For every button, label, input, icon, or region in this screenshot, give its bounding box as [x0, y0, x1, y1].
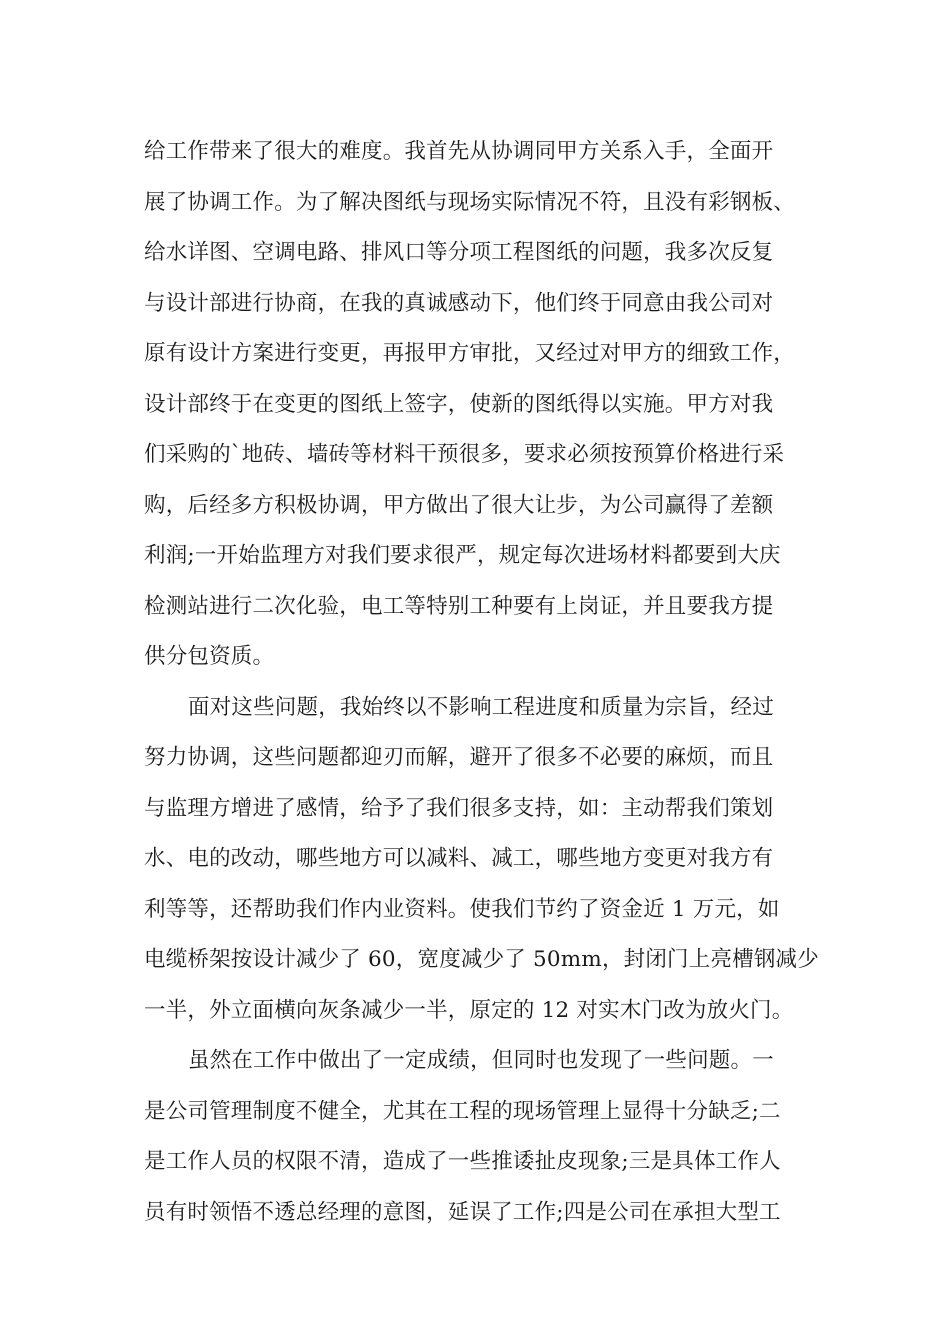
text-line: 检测站进行二次化验，电工等特别工种要有上岗证，并且要我方提 — [144, 593, 774, 619]
paragraph — [144, 127, 806, 683]
text-line: 是工作人员的权限不清，造成了一些推诿扯皮现象;三是具体工作人 — [144, 1149, 781, 1174]
document-body — [144, 127, 819, 1238]
text-line: 利等等，还帮助我们作内业资料。使我们节约了资金近 1 万元，如 — [144, 896, 780, 922]
text-line: 与设计部进行协商，在我的真诚感动下，他们终于同意由我公司对 — [144, 290, 774, 316]
text-line: 员有时领悟不透总经理的意图，延误了工作;四是公司在承担大型工 — [144, 1199, 781, 1225]
text-line: 们采购的`地砖、墙砖等材料干预很多，要求必须按预算价格进行采 — [144, 442, 785, 467]
text-line: 设计部终于在变更的图纸上签字，使新的图纸得以实施。甲方对我 — [144, 391, 774, 417]
text-line: 与监理方增进了感情，给予了我们很多支持，如：主动帮我们策划 — [144, 795, 774, 821]
text-line: 虽然在工作中做出了一定成绩，但同时也发现了一些问题。一 — [188, 1048, 774, 1073]
paragraph — [144, 1036, 806, 1238]
text-line: 利润;一开始监理方对我们要求很严，规定每次进场材料都要到大庆 — [144, 543, 781, 568]
text-line: 供分包资质。 — [144, 644, 275, 669]
text-line: 是公司管理制度不健全，尤其在工程的现场管理上显得十分缺乏;二 — [144, 1098, 781, 1124]
text-line: 给水详图、空调电路、排风口等分项工程图纸的问题，我多次反复 — [144, 240, 774, 265]
text-line: 水、电的改动，哪些地方可以减料、减工，哪些地方变更对我方有 — [144, 846, 774, 871]
text-line: 给工作带来了很大的难度。我首先从协调同甲方关系入手，全面开 — [144, 139, 774, 164]
text-line: 原有设计方案进行变更，再报甲方审批，又经过对甲方的细致工作， — [144, 341, 796, 366]
text-line: 展了协调工作。为了解决图纸与现场实际情况不符，且没有彩钢板、 — [144, 189, 796, 215]
text-line: 面对这些问题，我始终以不影响工程进度和质量为宗旨，经过 — [188, 694, 774, 720]
paragraph — [144, 683, 819, 1037]
text-line: 一半，外立面横向灰条减少一半，原定的 12 对实木门改为放火门。 — [144, 997, 794, 1023]
text-line: 努力协调，这些问题都迎刃而解，避开了很多不必要的麻烦，而且 — [144, 745, 774, 770]
text-line: 电缆桥架按设计减少了 60，宽度减少了 50mm，封闭门上亮槽钢减少 — [144, 947, 819, 972]
text-line: 购，后经多方积极协调，甲方做出了很大让步，为公司赢得了差额 — [144, 492, 774, 518]
